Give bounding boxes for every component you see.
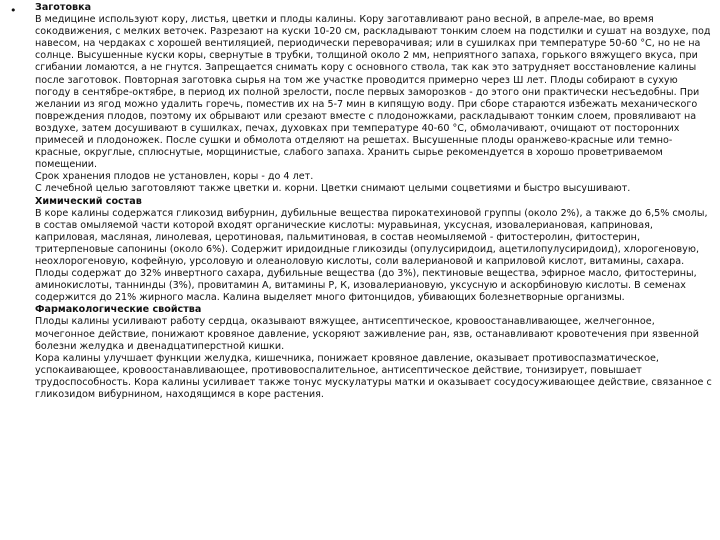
paragraph-pharmacology-2: Кора калины улучшает функции желудка, кишечника, понижает кровяное давление, оказывает противоспазматическое, успокаивающее, кровоостанавливающее, противовоспалительное, антисептическое действие, тонизирует, повышает трудоспособность. Кора калины усиливает также тонус мускулатуры матки и оказывает сосудосуживающее действие, связанное с гликозидом вибурнином, находящимся в коре растения. bbox=[35, 352, 712, 400]
article-text bbox=[35, 2, 715, 401]
paragraph-pharmacology-1: Плоды калины усиливают работу сердца, оказывают вяжущее, антисептическое, кровоостанавливающее, желчегонное, мочегонное действие, понижают кровяное давление, ускоряют заживление ран, язв, останавливают кровотечения при язвенной болезни желудка и двенадцатиперстной кишки. bbox=[35, 316, 699, 352]
bullet-marker: • bbox=[10, 4, 17, 17]
paragraph-harvest-1: В медицине используют кору, листья, цветки и плоды калины. Кору заготавливают рано весной, в апреле-мае, во время сокодвижения, с мелких веточек. Разрезают на куски 10-20 см, раскладывают тонким слоем на подстилки и сушат на воздухе, под навесом, на чердаках с хорошей вентиляцией, периодически переворачивая; или в сушилках при температуре 50-60 °С, но не на солнце. Высушенные куски коры, свернутые в трубки, толщиной около 2 мм, неприятного запаха, горького вяжущего вкуса, при сгибании ломаются, а не гнутся. Запрещается снимать кору с основного ствола, так как это затрудняет восстановление калины после заготовок. Повторная заготовка сырья на том же участке проводится примерно через Ш лет. Плоды собирают в сухую погоду в сентябре-октябре, в период их полной зрелости, после первых заморозков - до этого они практически несъедобны. При желании из ягод можно удалить горечь, поместив их на 5-7 мин в кипящую воду. При сборе стараются избежать механического повреждения плодов, поэтому их обрывают или срезают вместе с плодоножками, раскладывают тонким слоем, провяливают на воздухе, затем досушивают в сушилках, печах, духовках при температуре 40-60 °С, обмолачивают, очищают от посторонних примесей и плодоножек. После сушки и обмолота отделяют на решетах. Высушенные плоды оранжево-красные или темно-красные, округлые, сплюснутые, морщинистые, слабого запаха. Хранить сырье рекомендуется в хорошо проветриваемом помещении. bbox=[35, 14, 711, 171]
paragraph-chemistry-1: В коре калины содержатся гликозид вибурнин, дубильные вещества пирокатехиновой группы (около 2%), а также до 6,5% смолы, в состав омыляемой части которой входят органические кислоты: муравьиная, уксусная, изовалериановая, каприновая, каприловая, масляная, линолевая, церотиновая, пальмитиновая, в состав неомыляемой - фитостеролин, фитостерин, тритерпеновые сапонины (около 6%). Содержит иридоидные гликозиды (опулусиридоид, ацетилопулусиридоид), хлорогеновую, неохлорогеновую, кофейную, урсоловую и олеаноловую кислоты, соли валериановой и каприловой кислот, витамины, сахара. bbox=[35, 207, 708, 267]
paragraph-harvest-2: Срок хранения плодов не установлен, коры - до 4 лет. bbox=[35, 171, 314, 183]
section-heading-pharmacology: Фармакологические свойства bbox=[35, 304, 202, 316]
section-heading-harvest: Заготовка bbox=[35, 2, 92, 13]
paragraph-harvest-3: С лечебной целью заготовляют также цветки и. корни. Цветки снимают целыми соцветиями и быстро высушивают. bbox=[35, 183, 631, 195]
paragraph-chemistry-2: Плоды содержат до 32% инвертного сахара, дубильные вещества (до 3%), пектиновые вещества, эфирное масло, фитостерины, аминокислоты, таннинды (3%), провитамин А, витамины Р, К, изовалериановую, уксусную и аскорбиновую кислоты. В семенах содержится до 21% жирного масла. Калина выделяет много фитонцидов, убивающих болезнетворные организмы. bbox=[35, 268, 697, 304]
section-heading-chemistry: Химический состав bbox=[35, 195, 142, 207]
